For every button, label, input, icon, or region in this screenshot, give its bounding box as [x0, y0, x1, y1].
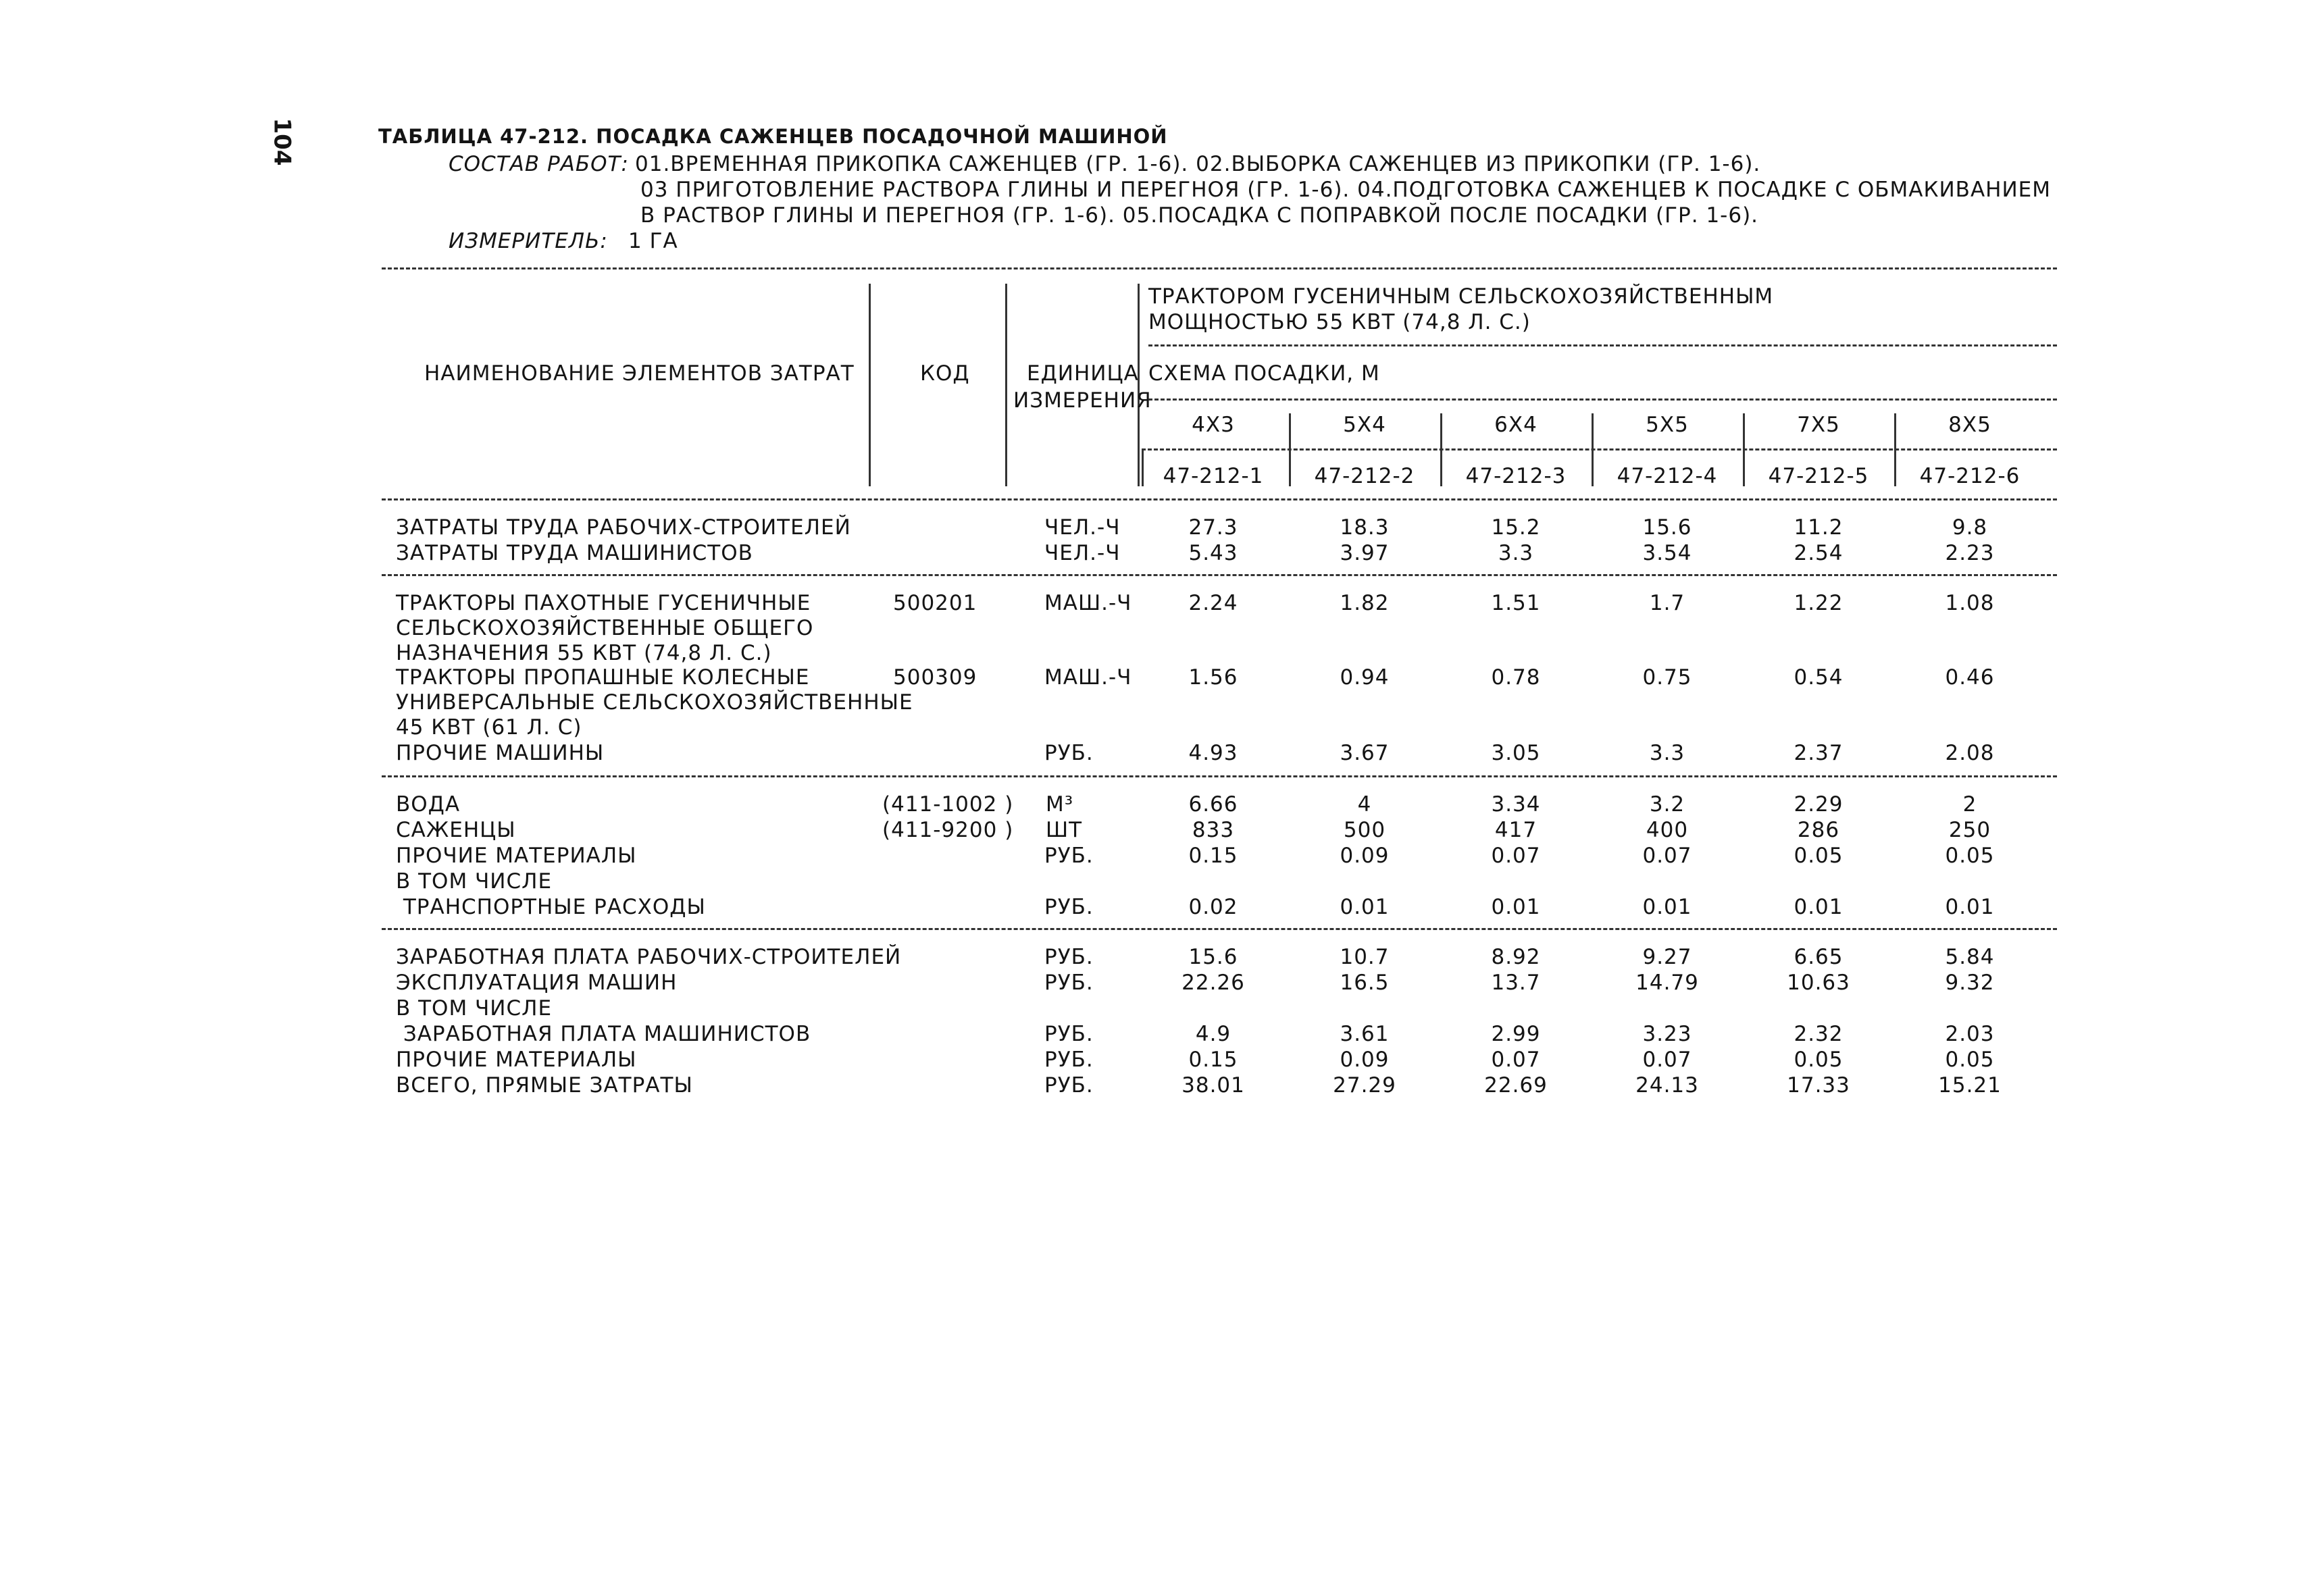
row-value: 0.01 — [1642, 895, 1692, 919]
row-value: 0.54 — [1794, 665, 1844, 690]
row-name: ЗАТРАТЫ ТРУДА РАБОЧИХ-СТРОИТЕЛЕЙ — [396, 515, 851, 540]
page-number: 104 — [268, 118, 296, 166]
row-name: 45 КВТ (61 Л. С) — [396, 715, 582, 740]
row-unit: ШТ — [1046, 818, 1083, 842]
row-value: 0.75 — [1642, 665, 1692, 690]
row-unit: МАШ.-Ч — [1044, 665, 1132, 690]
code-4: 47-212-4 — [1617, 464, 1718, 488]
row-name: ВОДА — [396, 792, 461, 817]
row-value: 0.01 — [1794, 895, 1844, 919]
row-value: 400 — [1646, 818, 1689, 842]
row-name: ПРОЧИЕ МАТЕРИАЛЫ — [396, 844, 637, 868]
row-value: 9.32 — [1945, 971, 1995, 995]
row-value: 1.7 — [1649, 591, 1685, 615]
row-value: 3.34 — [1491, 792, 1541, 817]
row-unit: ЧЕЛ.-Ч — [1044, 515, 1121, 540]
row-code: (411-9200 ) — [882, 818, 1014, 842]
row-value: 2.24 — [1188, 591, 1238, 615]
row-value: 833 — [1192, 818, 1235, 842]
scheme-4: 5Х5 — [1646, 413, 1689, 437]
header-bottom-rule — [382, 498, 2057, 500]
row-value: 0.07 — [1491, 844, 1541, 868]
row-value: 1.56 — [1188, 665, 1238, 690]
row-value: 250 — [1948, 818, 1991, 842]
row-unit: РУБ. — [1044, 844, 1094, 868]
row-unit: РУБ. — [1044, 1073, 1094, 1098]
row-value: 13.7 — [1491, 971, 1541, 995]
code-3: 47-212-3 — [1465, 464, 1567, 488]
row-unit: РУБ. — [1044, 741, 1094, 765]
row-name: ЭКСПЛУАТАЦИЯ МАШИН — [396, 971, 678, 995]
col-sep — [1894, 413, 1896, 486]
row-value: 1.82 — [1340, 591, 1390, 615]
row-name: САЖЕНЦЫ — [396, 818, 516, 842]
row-value: 2.03 — [1945, 1022, 1995, 1046]
row-value: 2.23 — [1945, 541, 1995, 565]
row-value: 0.09 — [1340, 1048, 1390, 1072]
row-value: 22.26 — [1181, 971, 1245, 995]
col-sep — [1592, 413, 1594, 486]
row-unit: РУБ. — [1044, 895, 1094, 919]
work-line-3: В РАСТВОР ГЛИНЫ И ПЕРЕГНОЯ (ГР. 1-6). 05.ПОСАДКА С ПОПРАВКОЙ ПОСЛЕ ПОСАДКИ (ГР. 1-6). — [640, 203, 1759, 228]
row-value: 0.01 — [1945, 895, 1995, 919]
row-unit: РУБ. — [1044, 945, 1094, 969]
header-divider-name — [869, 284, 871, 486]
row-value: 4.93 — [1188, 741, 1238, 765]
row-value: 5.84 — [1945, 945, 1995, 969]
row-value: 4 — [1357, 792, 1372, 817]
row-value: 22.69 — [1484, 1073, 1548, 1098]
row-value: 5.43 — [1188, 541, 1238, 565]
row-value: 4.9 — [1195, 1022, 1231, 1046]
row-value: 0.78 — [1491, 665, 1541, 690]
row-name: В ТОМ ЧИСЛЕ — [396, 869, 553, 894]
header-unit-1: ЕДИНИЦА — [1027, 361, 1139, 386]
row-value: 3.2 — [1649, 792, 1685, 817]
row-value: 0.05 — [1794, 1048, 1844, 1072]
row-value: 6.65 — [1794, 945, 1844, 969]
work-line-1: 01.ВРЕМЕННАЯ ПРИКОПКА САЖЕНЦЕВ (ГР. 1-6). 02.ВЫБОРКА САЖЕНЦЕВ ИЗ ПРИКОПКИ (ГР. 1-6). — [635, 152, 1761, 176]
row-value: 500 — [1343, 818, 1386, 842]
work-composition-label: СОСТАВ РАБОТ: — [449, 152, 629, 176]
code-1: 47-212-1 — [1163, 464, 1264, 488]
row-value: 0.07 — [1642, 1048, 1692, 1072]
table-top-rule — [382, 267, 2057, 269]
code-2: 47-212-2 — [1314, 464, 1415, 488]
row-value: 417 — [1494, 818, 1537, 842]
header-scheme-rule — [1148, 398, 2057, 401]
scheme-3: 6Х4 — [1494, 413, 1537, 437]
row-unit: РУБ. — [1044, 1022, 1094, 1046]
row-value: 0.09 — [1340, 844, 1390, 868]
row-value: 2.54 — [1794, 541, 1844, 565]
row-name: УНИВЕРСАЛЬНЫЕ СЕЛЬСКОХОЗЯЙСТВЕННЫЕ — [396, 690, 913, 715]
row-name: ПРОЧИЕ МАТЕРИАЛЫ — [396, 1048, 637, 1072]
code-6: 47-212-6 — [1919, 464, 2020, 488]
row-value: 18.3 — [1340, 515, 1390, 540]
meter-value: 1 ГА — [628, 229, 678, 253]
row-value: 15.6 — [1642, 515, 1692, 540]
row-value: 1.51 — [1491, 591, 1541, 615]
row-value: 0.07 — [1491, 1048, 1541, 1072]
row-value: 2 — [1962, 792, 1977, 817]
row-name: В ТОМ ЧИСЛЕ — [396, 996, 553, 1021]
row-value: 3.3 — [1649, 741, 1685, 765]
row-unit: ЧЕЛ.-Ч — [1044, 541, 1121, 565]
row-value: 0.05 — [1945, 844, 1995, 868]
row-value: 3.61 — [1340, 1022, 1390, 1046]
row-value: 2.37 — [1794, 741, 1844, 765]
row-code: 500309 — [893, 665, 977, 690]
col-sep — [1289, 413, 1291, 486]
row-code: (411-1002 ) — [882, 792, 1014, 817]
row-unit: МАШ.-Ч — [1044, 591, 1132, 615]
row-value: 1.08 — [1945, 591, 1995, 615]
row-value: 15.21 — [1938, 1073, 2002, 1098]
scheme-5: 7Х5 — [1797, 413, 1840, 437]
row-value: 38.01 — [1181, 1073, 1245, 1098]
row-unit: РУБ. — [1044, 971, 1094, 995]
row-value: 24.13 — [1635, 1073, 1699, 1098]
col-sep — [1440, 413, 1442, 486]
row-value: 15.2 — [1491, 515, 1541, 540]
row-value: 286 — [1797, 818, 1840, 842]
row-value: 3.23 — [1642, 1022, 1692, 1046]
row-unit: РУБ. — [1044, 1048, 1094, 1072]
header-group-1: ТРАКТОРОМ ГУСЕНИЧНЫМ СЕЛЬСКОХОЗЯЙСТВЕННЫМ — [1148, 284, 1774, 309]
row-value: 0.07 — [1642, 844, 1692, 868]
scheme-1: 4Х3 — [1192, 413, 1235, 437]
meter-label: ИЗМЕРИТЕЛЬ: — [449, 229, 608, 253]
row-name: СЕЛЬСКОХОЗЯЙСТВЕННЫЕ ОБЩЕГО — [396, 616, 814, 640]
row-value: 3.54 — [1642, 541, 1692, 565]
row-value: 17.33 — [1787, 1073, 1850, 1098]
row-name: ТРАКТОРЫ ПАХОТНЫЕ ГУСЕНИЧНЫЕ — [396, 591, 811, 615]
row-value: 3.05 — [1491, 741, 1541, 765]
header-codes-rule — [1142, 448, 2057, 451]
row-value: 3.67 — [1340, 741, 1390, 765]
header-group-2: МОЩНОСТЬЮ 55 КВТ (74,8 Л. С.) — [1148, 310, 1531, 334]
row-value: 14.79 — [1635, 971, 1699, 995]
header-name: НАИМЕНОВАНИЕ ЭЛЕМЕНТОВ ЗАТРАТ — [424, 361, 855, 386]
header-scheme: СХЕМА ПОСАДКИ, М — [1148, 361, 1380, 386]
section-rule — [382, 928, 2057, 930]
row-value: 0.01 — [1340, 895, 1390, 919]
header-group-rule — [1148, 344, 2057, 346]
col-sep — [1743, 413, 1745, 486]
header-divider-code — [1005, 284, 1007, 486]
row-value: 3.97 — [1340, 541, 1390, 565]
row-value: 3.3 — [1498, 541, 1534, 565]
row-name: ТРАКТОРЫ ПРОПАШНЫЕ КОЛЕСНЫЕ — [396, 665, 810, 690]
row-unit: М³ — [1046, 792, 1074, 817]
row-value: 15.6 — [1188, 945, 1238, 969]
code-5: 47-212-5 — [1768, 464, 1869, 488]
scheme-2: 5Х4 — [1343, 413, 1386, 437]
row-value: 0.46 — [1945, 665, 1995, 690]
row-value: 10.63 — [1787, 971, 1850, 995]
row-value: 2.99 — [1491, 1022, 1541, 1046]
row-value: 2.32 — [1794, 1022, 1844, 1046]
row-name: ЗАРАБОТНАЯ ПЛАТА МАШИНИСТОВ — [396, 1022, 811, 1046]
row-name: ТРАНСПОРТНЫЕ РАСХОДЫ — [396, 895, 706, 919]
row-code: 500201 — [893, 591, 977, 615]
row-value: 0.05 — [1794, 844, 1844, 868]
row-value: 16.5 — [1340, 971, 1390, 995]
row-value: 0.01 — [1491, 895, 1541, 919]
row-value: 9.27 — [1642, 945, 1692, 969]
row-value: 2.29 — [1794, 792, 1844, 817]
row-name: НАЗНАЧЕНИЯ 55 КВТ (74,8 Л. С.) — [396, 641, 772, 665]
row-value: 0.15 — [1188, 844, 1238, 868]
row-value: 27.3 — [1188, 515, 1238, 540]
row-value: 9.8 — [1952, 515, 1988, 540]
row-value: 0.05 — [1945, 1048, 1995, 1072]
header-code: КОД — [920, 361, 970, 386]
row-value: 27.29 — [1333, 1073, 1396, 1098]
section-rule — [382, 574, 2057, 576]
row-value: 11.2 — [1794, 515, 1844, 540]
row-value: 2.08 — [1945, 741, 1995, 765]
table-title: ТАБЛИЦА 47-212. ПОСАДКА САЖЕНЦЕВ ПОСАДОЧНОЙ МАШИНОЙ — [378, 125, 1168, 148]
row-value: 6.66 — [1188, 792, 1238, 817]
row-value: 0.02 — [1188, 895, 1238, 919]
row-name: ЗАТРАТЫ ТРУДА МАШИНИСТОВ — [396, 541, 753, 565]
row-value: 0.15 — [1188, 1048, 1238, 1072]
row-value: 8.92 — [1491, 945, 1541, 969]
row-name: ВСЕГО, ПРЯМЫЕ ЗАТРАТЫ — [396, 1073, 693, 1098]
row-name: ПРОЧИЕ МАШИНЫ — [396, 741, 605, 765]
section-rule — [382, 775, 2057, 777]
scheme-6: 8Х5 — [1948, 413, 1991, 437]
row-value: 0.94 — [1340, 665, 1390, 690]
row-name: ЗАРАБОТНАЯ ПЛАТА РАБОЧИХ-СТРОИТЕЛЕЙ — [396, 945, 902, 969]
col-sep — [1142, 448, 1144, 486]
row-value: 1.22 — [1794, 591, 1844, 615]
header-unit-2: ИЗМЕРЕНИЯ — [1013, 388, 1152, 413]
work-line-2: 03 ПРИГОТОВЛЕНИЕ РАСТВОРА ГЛИНЫ И ПЕРЕГНОЯ (ГР. 1-6). 04.ПОДГОТОВКА САЖЕНЦЕВ К ПОСАДКЕ С ОБМАКИВАНИЕМ — [640, 178, 2051, 202]
row-value: 10.7 — [1340, 945, 1390, 969]
